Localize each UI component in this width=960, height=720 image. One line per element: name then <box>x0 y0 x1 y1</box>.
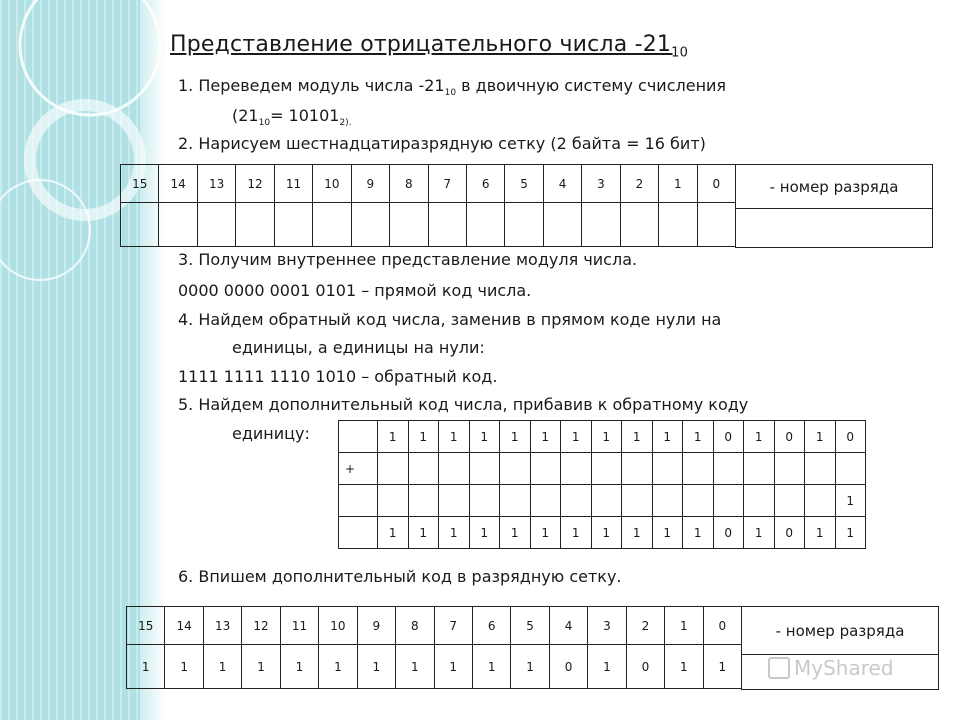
bit-cell: 6 <box>472 607 510 645</box>
bit-cell <box>561 485 592 517</box>
bit-cell: 1 <box>744 517 775 549</box>
bit-cell: 1 <box>703 645 741 689</box>
bit-cell: 15 <box>127 607 165 645</box>
bit-cell: 7 <box>434 607 472 645</box>
sign-cell: + <box>339 453 378 485</box>
bit-cell: 1 <box>500 517 531 549</box>
bit-cell: 0 <box>713 517 744 549</box>
bit-cell: 12 <box>236 165 274 203</box>
bit-cell <box>505 203 543 247</box>
addition-row-inverse <box>339 421 866 453</box>
bit-cell: 6 <box>466 165 504 203</box>
addition-table <box>338 420 866 549</box>
bit-cell: 1 <box>659 165 697 203</box>
bit-cell <box>652 485 683 517</box>
bit-cell <box>744 485 775 517</box>
bit-cell <box>439 453 470 485</box>
bit-cell: 1 <box>408 421 439 453</box>
bit-cell: 1 <box>591 517 622 549</box>
bit-cell <box>197 203 235 247</box>
bit-cell: 1 <box>622 421 653 453</box>
bit-cell: 1 <box>591 421 622 453</box>
bit-cell <box>159 203 197 247</box>
bit-cell: 11 <box>274 165 312 203</box>
bit-cell: 1 <box>665 645 703 689</box>
bit-cell <box>774 453 805 485</box>
bit-cell: 1 <box>439 517 470 549</box>
bit-cell: 1 <box>530 517 561 549</box>
bit-cell: 1 <box>744 421 775 453</box>
step-6: 6. Впишем дополнительный код в разрядную сетку. <box>178 567 622 586</box>
bit-cell <box>744 453 775 485</box>
bit-cell <box>408 485 439 517</box>
bit-cell: 0 <box>835 421 866 453</box>
addition-row-plus <box>339 453 866 485</box>
bit-cell: 3 <box>588 607 626 645</box>
bit-cell <box>683 485 714 517</box>
bit-cell: 1 <box>683 517 714 549</box>
sign-cell <box>339 421 378 453</box>
bit-cell: 0 <box>549 645 587 689</box>
step-1: 1. Переведем модуль числа $-21_{10}$ в двоичную систему счисления <box>178 76 727 99</box>
bit-value-row <box>121 203 736 247</box>
bit-cell: 1 <box>805 421 836 453</box>
bit-cell: 1 <box>588 645 626 689</box>
bit-cell <box>620 203 658 247</box>
bit-cell <box>774 485 805 517</box>
bit-cell: 9 <box>351 165 389 203</box>
bit-cell <box>500 453 531 485</box>
bit-cell <box>582 203 620 247</box>
bit-cell <box>121 203 159 247</box>
bit-cell <box>835 453 866 485</box>
bit-cell: 1 <box>439 421 470 453</box>
bit-cell: 5 <box>511 607 549 645</box>
bit-cell: 1 <box>203 645 241 689</box>
step-3: 3. Получим внутреннее представление модуля числа. <box>178 250 638 269</box>
bit-cell <box>236 203 274 247</box>
step-5: 5. Найдем дополнительный код числа, прибавив к обратному коду <box>178 395 749 414</box>
bit-cell <box>466 203 504 247</box>
bit-cell: 9 <box>357 607 395 645</box>
bit-cell: 1 <box>357 645 395 689</box>
bit-cell: 1 <box>396 645 434 689</box>
bit-cell <box>561 453 592 485</box>
bit-cell: 1 <box>835 485 866 517</box>
bit-cell <box>652 453 683 485</box>
bit-cell <box>591 453 622 485</box>
bit-cell: 1 <box>319 645 357 689</box>
bit-cell <box>500 485 531 517</box>
bit-cell <box>390 203 428 247</box>
bit-cell: 1 <box>378 421 409 453</box>
step-1-binary: ($21_{10}= 10101_{2).}$ <box>232 106 352 129</box>
decorative-circles <box>0 0 180 300</box>
bit-cell: 1 <box>165 645 203 689</box>
bit-cell <box>713 453 744 485</box>
bit-cell: 4 <box>549 607 587 645</box>
bit-cell: 1 <box>280 645 318 689</box>
bit-cell: 13 <box>203 607 241 645</box>
bit-cell: 0 <box>774 517 805 549</box>
bit-cell: 14 <box>159 165 197 203</box>
bit-cell <box>622 485 653 517</box>
bit-grid-bottom <box>126 606 742 689</box>
watermark: MyShared <box>768 656 894 680</box>
bit-cell: 0 <box>703 607 741 645</box>
bit-cell <box>378 453 409 485</box>
bit-cell: 12 <box>242 607 280 645</box>
bit-cell: 1 <box>434 645 472 689</box>
bit-cell: 10 <box>319 607 357 645</box>
step-4: 4. Найдем обратный код числа, заменив в прямом коде нули на <box>178 310 722 329</box>
bit-cell: 13 <box>197 165 235 203</box>
bit-cell: 14 <box>165 607 203 645</box>
bit-cell: 11 <box>280 607 318 645</box>
bit-cell: 7 <box>428 165 466 203</box>
bit-cell <box>530 453 561 485</box>
slide-title: Представление отрицательного числа $-21_{10}$ <box>170 32 689 61</box>
bit-cell <box>622 453 653 485</box>
bit-cell: 1 <box>242 645 280 689</box>
bit-cell <box>378 485 409 517</box>
bit-cell: 1 <box>665 607 703 645</box>
bit-number-label-top: - номер разряда <box>735 164 933 210</box>
watermark-logo-icon <box>768 657 790 679</box>
bit-cell: 1 <box>511 645 549 689</box>
bit-cell <box>408 453 439 485</box>
bit-cell <box>683 453 714 485</box>
sign-cell <box>339 517 378 549</box>
bit-cell: 1 <box>561 517 592 549</box>
bit-cell: 2 <box>620 165 658 203</box>
bit-cell: 0 <box>626 645 664 689</box>
bit-cell: 1 <box>469 517 500 549</box>
bit-cell: 1 <box>622 517 653 549</box>
bit-cell: 0 <box>697 165 735 203</box>
bit-number-row <box>127 607 742 645</box>
bit-cell: 1 <box>561 421 592 453</box>
bit-cell: 1 <box>408 517 439 549</box>
bit-cell: 1 <box>469 421 500 453</box>
bit-cell <box>713 485 744 517</box>
bit-cell: 0 <box>774 421 805 453</box>
direct-code: 0000 0000 0001 0101 – прямой код числа. <box>178 281 532 300</box>
bit-cell: 0 <box>713 421 744 453</box>
bit-cell <box>439 485 470 517</box>
bit-cell: 8 <box>396 607 434 645</box>
bit-cell: 4 <box>543 165 581 203</box>
bit-number-row <box>121 165 736 203</box>
bit-cell: 1 <box>127 645 165 689</box>
step-5-cont: единицу: <box>232 424 310 443</box>
bit-cell <box>351 203 389 247</box>
empty-label-cell-top <box>735 208 933 248</box>
bit-cell <box>274 203 312 247</box>
bit-cell <box>530 485 561 517</box>
addition-row-result <box>339 517 866 549</box>
bit-cell <box>543 203 581 247</box>
bit-grid-top <box>120 164 736 247</box>
bit-cell <box>697 203 735 247</box>
bit-cell <box>591 485 622 517</box>
bit-cell: 1 <box>652 421 683 453</box>
step-2: 2. Нарисуем шестнадцатиразрядную сетку (2 байта = 16 бит) <box>178 134 706 153</box>
bit-cell: 1 <box>683 421 714 453</box>
bit-cell <box>659 203 697 247</box>
inverse-code: 1111 1111 1110 1010 – обратный код. <box>178 367 498 386</box>
bit-cell: 2 <box>626 607 664 645</box>
bit-cell: 10 <box>313 165 351 203</box>
bit-cell: 1 <box>378 517 409 549</box>
addition-row-one <box>339 485 866 517</box>
bit-cell <box>313 203 351 247</box>
bit-cell: 1 <box>500 421 531 453</box>
sign-cell <box>339 485 378 517</box>
bit-cell <box>469 485 500 517</box>
bit-cell: 1 <box>652 517 683 549</box>
bit-cell <box>469 453 500 485</box>
bit-cell: 3 <box>582 165 620 203</box>
bit-cell: 1 <box>835 517 866 549</box>
step-4-cont: единицы, а единицы на нули: <box>232 338 485 357</box>
bit-cell <box>805 453 836 485</box>
bit-cell: 8 <box>390 165 428 203</box>
bit-cell <box>805 485 836 517</box>
bit-cell: 5 <box>505 165 543 203</box>
bit-cell: 1 <box>472 645 510 689</box>
bit-number-label-bottom: - номер разряда <box>741 606 939 656</box>
bit-cell: 15 <box>121 165 159 203</box>
bit-cell <box>428 203 466 247</box>
bit-cell: 1 <box>530 421 561 453</box>
bit-value-row <box>127 645 742 689</box>
bit-cell: 1 <box>805 517 836 549</box>
